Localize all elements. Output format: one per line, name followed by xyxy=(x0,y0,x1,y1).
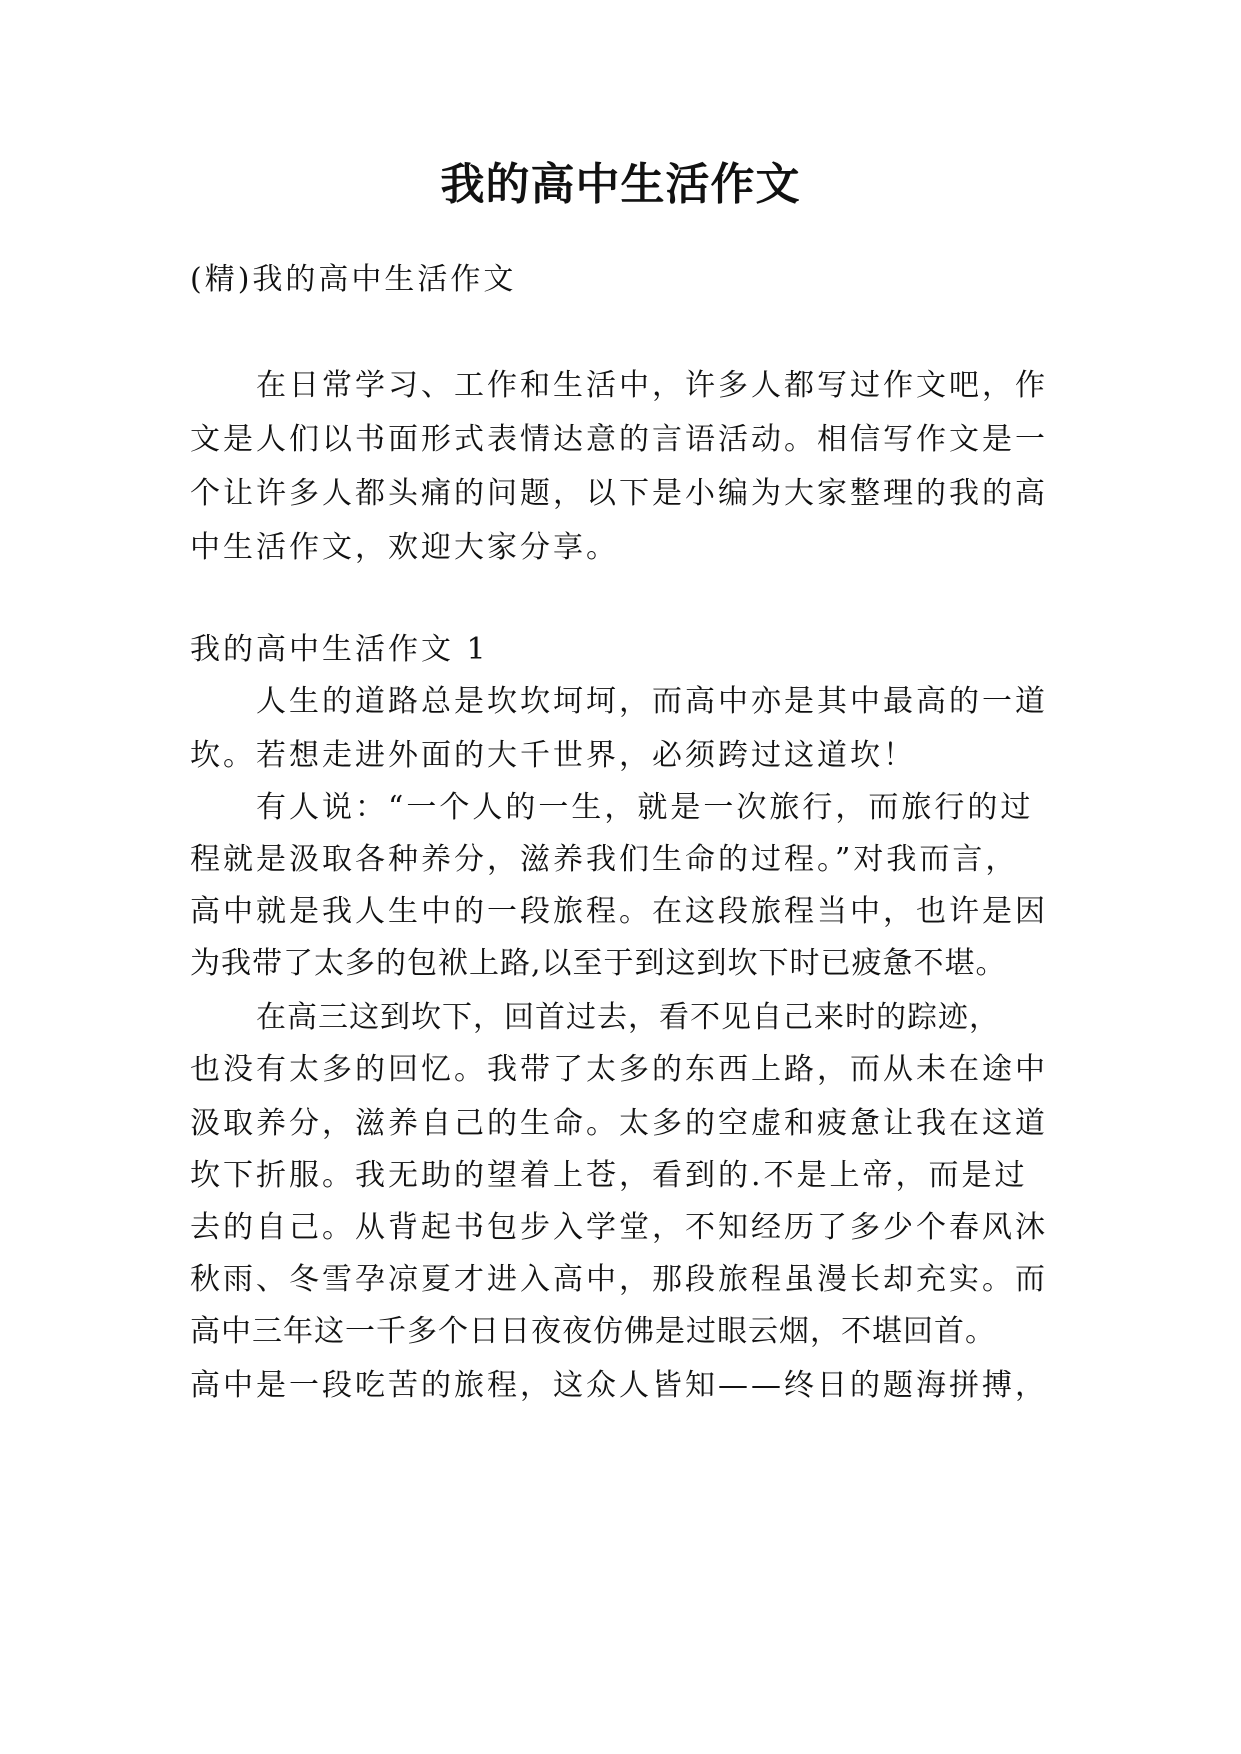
document-subtitle: (精)我的高中生活作文 xyxy=(190,262,517,297)
body-line: 有人说：“一个人的一生，就是一次旅行，而旅行的过 xyxy=(256,790,1034,825)
body-line: 高中是一段吃苦的旅程，这众人皆知——终日的题海拼搏， xyxy=(190,1368,1048,1403)
intro-line: 个让许多人都头痛的问题，以下是小编为大家整理的我的高 xyxy=(190,476,1048,511)
body-line: 为我带了太多的包袱上路,以至于到这到坎下时已疲惫不堪。 xyxy=(190,946,1007,981)
body-line: 汲取养分，滋养自己的生命。太多的空虚和疲惫让我在这道 xyxy=(190,1106,1048,1141)
body-line: 坎下折服。我无助的望着上苍，看到的.不是上帝，而是过 xyxy=(190,1158,1028,1193)
intro-line: 中生活作文，欢迎大家分享。 xyxy=(190,530,619,565)
body-line: 人生的道路总是坎坎坷坷，而高中亦是其中最高的一道 xyxy=(256,684,1048,719)
body-line: 高中就是我人生中的一段旅程。在这段旅程当中，也许是因 xyxy=(190,894,1048,929)
body-line: 去的自己。从背起书包步入学堂，不知经历了多少个春风沐 xyxy=(190,1210,1048,1245)
document-title: 我的高中生活作文 xyxy=(440,159,801,210)
body-line: 在高三这到坎下，回首过去，看不见自己来时的踪迹， xyxy=(256,1000,1000,1035)
intro-line: 文是人们以书面形式表情达意的言语活动。相信写作文是一 xyxy=(190,422,1048,457)
body-line: 秋雨、冬雪孕凉夏才进入高中，那段旅程虽漫长却充实。而 xyxy=(190,1262,1048,1297)
body-line: 坎。若想走进外面的大千世界，必须跨过这道坎！ xyxy=(190,738,916,773)
intro-line: 在日常学习、工作和生活中，许多人都写过作文吧，作 xyxy=(256,368,1048,403)
body-line: 高中三年这一千多个日日夜夜仿佛是过眼云烟，不堪回首。 xyxy=(190,1314,996,1349)
section-heading: 我的高中生活作文 1 xyxy=(190,632,489,667)
body-line: 程就是汲取各种养分，滋养我们生命的过程。”对我而言， xyxy=(190,842,1019,877)
body-line: 也没有太多的回忆。我带了太多的东西上路，而从未在途中 xyxy=(190,1052,1048,1087)
